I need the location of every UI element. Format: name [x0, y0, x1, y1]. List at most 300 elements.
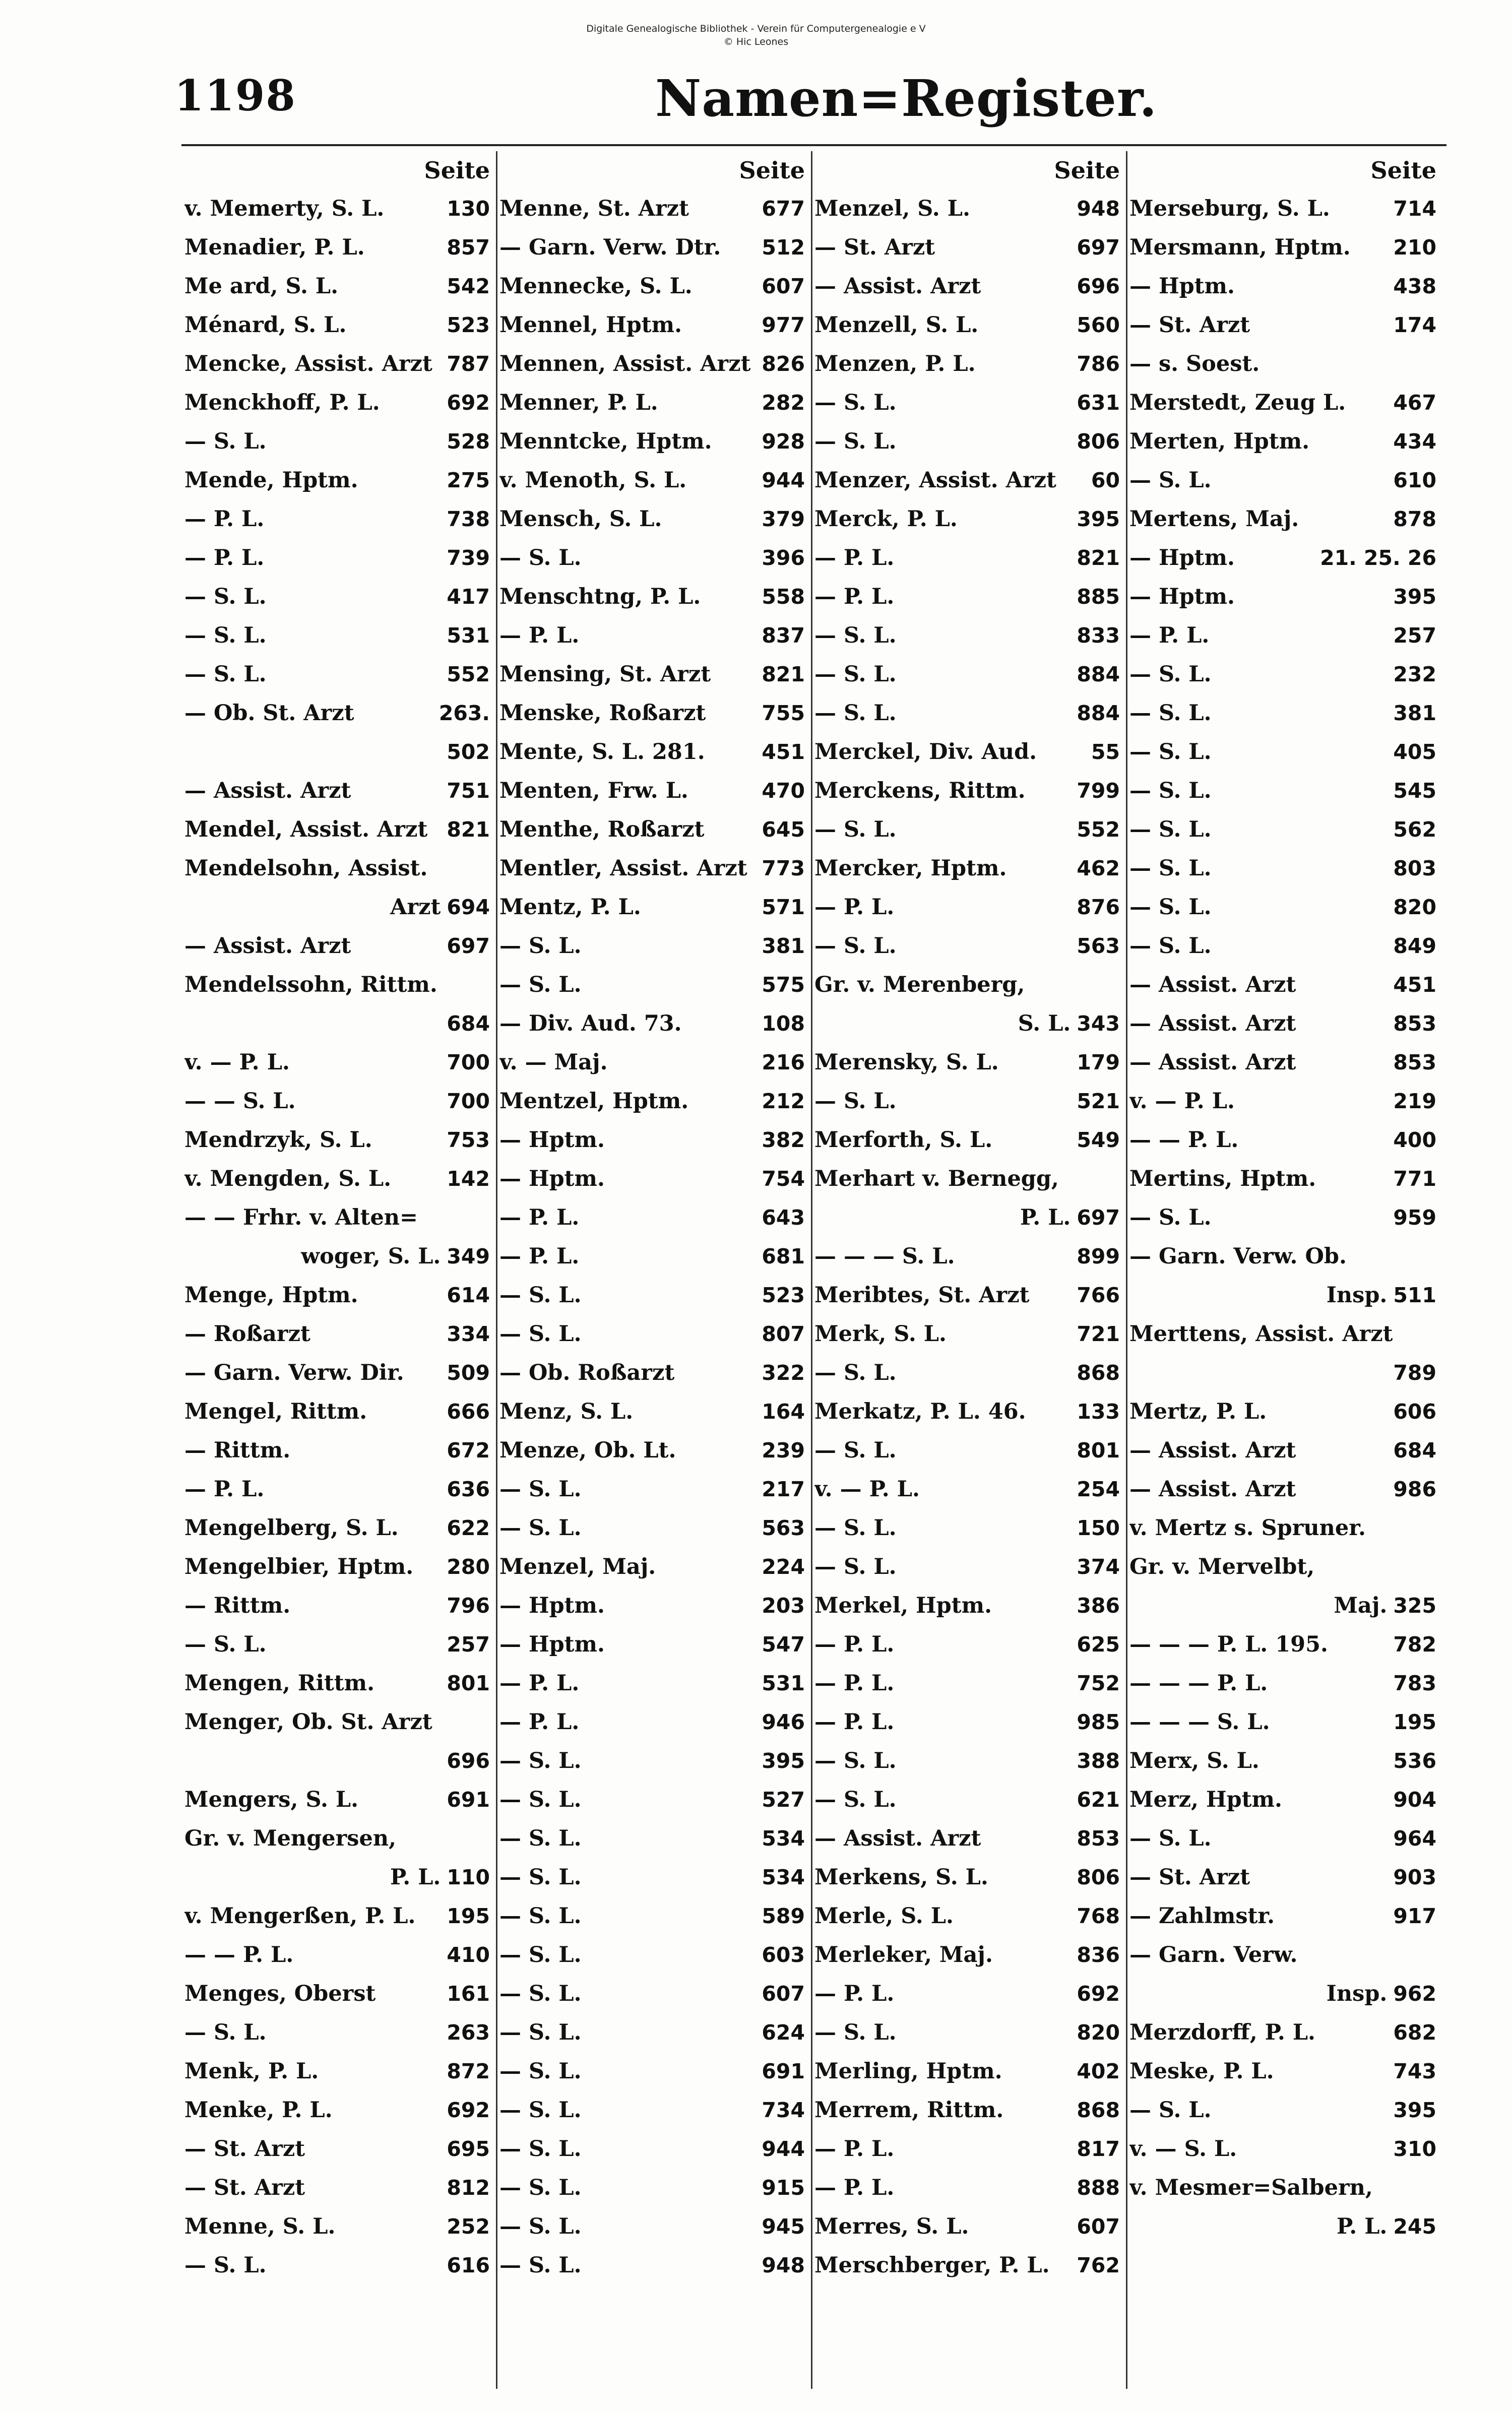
index-entry [1129, 2052, 1438, 2091]
index-entry [814, 888, 1122, 927]
index-entry [499, 1276, 807, 1315]
entry-name: — Hptm. [499, 1593, 605, 1618]
index-entry [1129, 500, 1438, 539]
entry-page: 438 [1393, 274, 1436, 298]
entry-page: 545 [1393, 779, 1436, 803]
entry-page: 616 [447, 2253, 490, 2277]
entry-page: 857 [447, 235, 490, 260]
entry-name: — S. L. [814, 1554, 897, 1579]
entry-name: Merttens, Assist. Arzt [1129, 1321, 1393, 1347]
entry-name: Menzel, Maj. [499, 1554, 656, 1579]
entry-page: 645 [762, 817, 805, 842]
entry-name: — S. L. [499, 1321, 582, 1347]
index-entry [814, 2169, 1122, 2207]
entry-name: Merling, Hptm. [814, 2059, 1002, 2084]
entry-page: 948 [762, 2253, 805, 2277]
entry-page: 562 [1393, 817, 1436, 842]
entry-page: 755 [762, 701, 805, 725]
index-entry [184, 345, 492, 384]
index-entry [814, 1043, 1122, 1082]
entry-page: 917 [1393, 1904, 1436, 1928]
entry-page: 624 [762, 2020, 805, 2045]
index-entry [814, 2091, 1122, 2130]
entry-name: — S. L. [1129, 1826, 1212, 1851]
index-entry [184, 733, 492, 772]
entry-page: 381 [762, 934, 805, 958]
entry-page: 245 [1393, 2214, 1436, 2239]
entry-page: 666 [447, 1400, 490, 1424]
entry-name: Mendelssohn, Rittm. [184, 972, 437, 997]
entry-page: 782 [1393, 1632, 1436, 1657]
index-entry [184, 2169, 492, 2207]
entry-name: — Assist. Arzt [184, 778, 351, 803]
index-column-1 [182, 151, 497, 2389]
entry-page: 606 [1393, 1400, 1436, 1424]
entry-page: 571 [762, 895, 805, 919]
index-entry [1129, 1742, 1438, 1781]
entry-page: 803 [1393, 856, 1436, 880]
index-entry [814, 2013, 1122, 2052]
entry-name: — S. L. [814, 390, 897, 415]
entry-page: 174 [1393, 313, 1436, 337]
index-entry [1129, 578, 1438, 616]
index-entry [1129, 888, 1438, 927]
entry-page: 752 [1077, 1671, 1120, 1695]
entry-name: Merzdorff, P. L. [1129, 2020, 1316, 2045]
entry-page: 820 [1393, 895, 1436, 919]
entry-name: — — Frhr. v. Alten= [184, 1205, 418, 1230]
entry-name: — S. L. [499, 1748, 582, 1773]
entry-name: v. — Maj. [499, 1050, 608, 1075]
entry-name: — S. L. [814, 662, 897, 687]
entry-page: 388 [1077, 1749, 1120, 1773]
entry-page: 395 [762, 1749, 805, 1773]
entry-name: Mercker, Hptm. [814, 856, 1007, 881]
entry-page: 853 [1393, 1011, 1436, 1036]
entry-name: v. — P. L. [814, 1477, 920, 1502]
index-entry [1129, 655, 1438, 694]
entry-page: 696 [1077, 274, 1120, 298]
entry-page: 563 [762, 1516, 805, 1540]
entry-name: Mende, Hptm. [184, 468, 358, 493]
index-entry [184, 461, 492, 500]
entry-page: 216 [762, 1050, 805, 1074]
entry-name: Menadier, P. L. [184, 235, 365, 260]
entry-page: 884 [1077, 662, 1120, 686]
entry-name: Mennen, Assist. Arzt [499, 351, 751, 376]
entry-name: P. L. [1020, 1205, 1071, 1230]
entry-name: Merz, Hptm. [1129, 1787, 1282, 1812]
entry-page: 799 [1077, 779, 1120, 803]
entry-page: 853 [1077, 1826, 1120, 1851]
index-entry [499, 500, 807, 539]
index-entry [184, 539, 492, 578]
entry-page: 603 [762, 1943, 805, 1967]
index-entry [184, 1160, 492, 1198]
entry-page: 888 [1077, 2176, 1120, 2200]
entry-name: — S. L. [499, 1865, 582, 1890]
entry-name: Mentler, Assist. Arzt [499, 856, 747, 881]
entry-name: — S. L. [814, 817, 897, 842]
entry-page: 946 [762, 1710, 805, 1734]
entry-name: Mengen, Rittm. [184, 1671, 375, 1696]
entry-page: 817 [1077, 2137, 1120, 2161]
entry-page: 944 [762, 2137, 805, 2161]
entry-page: 872 [447, 2059, 490, 2083]
entry-page: 884 [1077, 701, 1120, 725]
index-entry [814, 1625, 1122, 1664]
index-entry [814, 267, 1122, 306]
index-entry [184, 616, 492, 655]
index-entry [814, 1781, 1122, 1819]
entry-name: v. Mengerßen, P. L. [184, 1904, 416, 1929]
index-entry [184, 2246, 492, 2285]
entry-name: — Assist. Arzt [184, 933, 351, 959]
entry-page: 700 [447, 1050, 490, 1074]
header-rule [181, 144, 1446, 146]
entry-name: — St. Arzt [184, 2175, 305, 2200]
entry-page: 915 [762, 2176, 805, 2200]
entry-name: Mendel, Assist. Arzt [184, 817, 428, 842]
entry-name: — Rittm. [184, 1593, 291, 1618]
index-entry [499, 1548, 807, 1587]
entry-page: 534 [762, 1865, 805, 1889]
entry-name: — P. L. [814, 1709, 895, 1735]
index-entry [499, 2169, 807, 2207]
entry-name: — S. L. [499, 1477, 582, 1502]
entry-name: — S. L. [1129, 895, 1212, 920]
index-entry [499, 1625, 807, 1664]
entry-page: 695 [447, 2137, 490, 2161]
entry-name: Menze, Ob. Lt. [499, 1438, 676, 1463]
index-entry [499, 888, 807, 927]
entry-page: 462 [1077, 856, 1120, 880]
index-entry [499, 694, 807, 733]
entry-name: Mencke, Assist. Arzt [184, 351, 432, 376]
index-entry [499, 1819, 807, 1858]
entry-page: 692 [1077, 1982, 1120, 2006]
index-entry [1129, 306, 1438, 345]
entry-page: 549 [1077, 1128, 1120, 1152]
index-entry [1129, 1664, 1438, 1703]
index-entry [1129, 616, 1438, 655]
entry-page: 868 [1077, 1361, 1120, 1385]
entry-name: Merck, P. L. [814, 506, 958, 532]
entry-name: — — P. L. [184, 1942, 294, 1968]
entry-name: — P. L. [814, 1671, 895, 1696]
index-entry [499, 2052, 807, 2091]
entry-page: 903 [1393, 1865, 1436, 1889]
entry-name: — S. L. [814, 701, 897, 726]
index-entry [184, 500, 492, 539]
index-entry [814, 2052, 1122, 2091]
entry-page: 254 [1077, 1477, 1120, 1501]
entry-name: Merensky, S. L. [814, 1050, 999, 1075]
entry-name: — — P. L. [1129, 1127, 1239, 1153]
index-entry [814, 1819, 1122, 1858]
index-entry [499, 810, 807, 849]
entry-name: — S. L. [814, 429, 897, 454]
entry-name: — S. L. [1129, 778, 1212, 803]
index-entry [499, 1781, 807, 1819]
entry-name: — Assist. Arzt [1129, 972, 1296, 997]
entry-name: — P. L. [814, 1632, 895, 1657]
index-entry [499, 1936, 807, 1975]
entry-page: 945 [762, 2214, 805, 2239]
index-entry [814, 1198, 1122, 1237]
entry-page: 512 [762, 235, 805, 260]
index-entry [1129, 1354, 1438, 1392]
index-entry [1129, 927, 1438, 966]
index-entry [814, 1509, 1122, 1548]
index-entry [814, 1354, 1122, 1392]
entry-name: Menge, Hptm. [184, 1283, 358, 1308]
entry-page: 528 [447, 429, 490, 454]
index-entry [184, 2207, 492, 2246]
entry-page: 962 [1393, 1982, 1436, 2006]
index-entry [184, 1276, 492, 1315]
index-entry [814, 461, 1122, 500]
index-entry [814, 384, 1122, 422]
entry-name: — S. L. [1129, 2098, 1212, 2123]
entry-page: 108 [762, 1011, 805, 1036]
index-entry [814, 2207, 1122, 2246]
index-entry [814, 1392, 1122, 1431]
index-entry [1129, 2207, 1438, 2246]
index-entry [184, 2130, 492, 2169]
entry-name: — S. L. [499, 1826, 582, 1851]
index-entry [499, 422, 807, 461]
entry-page: 682 [1393, 2020, 1436, 2045]
index-entry [499, 1354, 807, 1392]
entry-page: 801 [1077, 1438, 1120, 1463]
index-entry [814, 1742, 1122, 1781]
index-entry [499, 1315, 807, 1354]
entry-page: 833 [1077, 623, 1120, 648]
index-entry [814, 2130, 1122, 2169]
entry-name: — P. L. [499, 1244, 580, 1269]
index-entry [814, 1936, 1122, 1975]
entry-page: 210 [1393, 235, 1436, 260]
index-entry [814, 1082, 1122, 1121]
index-entry [184, 2013, 492, 2052]
index-entry [814, 810, 1122, 849]
entry-page: 622 [447, 1516, 490, 1540]
entry-name: S. L. [1018, 1011, 1071, 1036]
index-entry [814, 849, 1122, 888]
entry-name: Merres, S. L. [814, 2214, 969, 2239]
index-entry [499, 578, 807, 616]
entry-page: 142 [447, 1167, 490, 1191]
index-entry [499, 1082, 807, 1121]
entry-page: 382 [762, 1128, 805, 1152]
index-entry [184, 1819, 492, 1858]
entry-name: v. Mertz s. Spruner. [1129, 1515, 1366, 1541]
index-entry [499, 927, 807, 966]
entry-name: — P. L. [499, 1709, 580, 1735]
entry-name: Merle, S. L. [814, 1904, 954, 1929]
entry-name: — S. L. [184, 662, 267, 687]
entry-name: — P. L. [814, 2175, 895, 2200]
entry-name: — S. L. [814, 1748, 897, 1773]
entry-page: 547 [762, 1632, 805, 1657]
index-entry [814, 189, 1122, 228]
watermark [0, 22, 1512, 48]
index-entry [184, 189, 492, 228]
entry-page: 257 [1393, 623, 1436, 648]
entry-page: 21. 25. 26 [1320, 546, 1436, 570]
index-entry [499, 1703, 807, 1742]
entry-name: Meribtes, St. Arzt [814, 1283, 1030, 1308]
entry-name: Menges, Oberst [184, 1981, 376, 2006]
entry-name: Menzen, P. L. [814, 351, 976, 376]
index-entry [814, 2246, 1122, 2285]
entry-name: — S. L. [184, 1632, 267, 1657]
entry-name: Merk, S. L. [814, 1321, 947, 1347]
entry-page: 402 [1077, 2059, 1120, 2083]
entry-name: — S. L. [814, 933, 897, 959]
index-entry [499, 228, 807, 267]
index-entry [814, 1315, 1122, 1354]
index-entry [814, 1121, 1122, 1160]
index-entry [1129, 1897, 1438, 1936]
entry-name: — P. L. [814, 2136, 895, 2162]
index-entry [1129, 2091, 1438, 2130]
index-entry [184, 384, 492, 422]
entry-name: — S. L. [184, 429, 267, 454]
entry-page: 523 [447, 313, 490, 337]
index-entry [499, 966, 807, 1004]
column-heading: Seite [1054, 157, 1120, 184]
entry-name: — Hptm. [1129, 584, 1235, 609]
entry-name: — S. L. [814, 1787, 897, 1812]
entry-page: 899 [1077, 1244, 1120, 1268]
entry-name: Mennel, Hptm. [499, 312, 682, 338]
index-entry [1129, 849, 1438, 888]
entry-page: 853 [1393, 1050, 1436, 1074]
entry-page: 195 [447, 1904, 490, 1928]
index-entry [1129, 1121, 1438, 1160]
entry-page: 239 [762, 1438, 805, 1463]
entry-page: 282 [762, 391, 805, 415]
entry-page: 395 [1077, 507, 1120, 531]
index-entry [814, 345, 1122, 384]
entry-page: 697 [1077, 1206, 1120, 1230]
entry-name: Merckens, Rittm. [814, 778, 1026, 803]
entry-page: 410 [447, 1943, 490, 1967]
index-entry [1129, 2169, 1438, 2207]
entry-name: P. L. [1337, 2214, 1388, 2239]
index-entry [814, 1548, 1122, 1587]
index-entry [184, 1936, 492, 1975]
entry-name: Merrem, Rittm. [814, 2098, 1004, 2123]
index-entry [1129, 1975, 1438, 2013]
entry-name: — Garn. Verw. [1129, 1942, 1298, 1968]
entry-name: — Garn. Verw. Dtr. [499, 235, 721, 260]
entry-page: 721 [1077, 1322, 1120, 1346]
entry-name: Insp. [1326, 1283, 1388, 1308]
index-entry [1129, 1276, 1438, 1315]
index-entry [499, 655, 807, 694]
index-entry [1129, 966, 1438, 1004]
entry-page: 511 [1393, 1283, 1436, 1307]
entry-page: 806 [1077, 1865, 1120, 1889]
entry-name: Mentzel, Hptm. [499, 1089, 689, 1114]
entry-page: 349 [447, 1244, 490, 1268]
entry-name: Me ard, S. L. [184, 274, 339, 299]
entry-page: 534 [762, 1826, 805, 1851]
entry-name: — P. L. [1129, 623, 1210, 648]
entry-name: — P. L. [184, 545, 265, 570]
index-entry [1129, 1392, 1438, 1431]
entry-page: 334 [447, 1322, 490, 1346]
entry-name: Mendrzyk, S. L. [184, 1127, 372, 1153]
entry-name: Arzt [390, 895, 441, 920]
index-entry [814, 1975, 1122, 2013]
entry-page: 531 [447, 623, 490, 648]
entry-page: 322 [762, 1361, 805, 1385]
index-entry [814, 1237, 1122, 1276]
entry-page: 558 [762, 585, 805, 609]
entry-page: 400 [1393, 1128, 1436, 1152]
entry-page: 868 [1077, 2098, 1120, 2122]
entry-page: 607 [1077, 2214, 1120, 2239]
entry-page: 179 [1077, 1050, 1120, 1074]
entry-page: 589 [762, 1904, 805, 1928]
entry-name: Menz, S. L. [499, 1399, 634, 1424]
entry-page: 821 [447, 817, 490, 842]
index-entry [184, 1354, 492, 1392]
entry-name: — S. L. [499, 1981, 582, 2006]
entry-page: 762 [1077, 2253, 1120, 2277]
index-entry [814, 655, 1122, 694]
entry-name: Mensing, St. Arzt [499, 662, 711, 687]
entry-page: 692 [447, 391, 490, 415]
entry-name: Menten, Frw. L. [499, 778, 688, 803]
entry-name: Menckhoff, P. L. [184, 390, 380, 415]
entry-page: 110 [447, 1865, 490, 1889]
entry-page: 985 [1077, 1710, 1120, 1734]
entry-page: 684 [447, 1011, 490, 1036]
index-entry [499, 539, 807, 578]
entry-page: 796 [447, 1594, 490, 1618]
entry-page: 959 [1393, 1206, 1436, 1230]
entry-page: 386 [1077, 1594, 1120, 1618]
index-entry [499, 189, 807, 228]
entry-page: 964 [1393, 1826, 1436, 1851]
index-entry [814, 539, 1122, 578]
entry-name: — S. L. [814, 623, 897, 648]
entry-name: — P. L. [499, 623, 580, 648]
index-entry [499, 384, 807, 422]
index-entry [184, 1858, 492, 1897]
entry-name: — S. L. [1129, 856, 1212, 881]
entry-name: Gr. v. Mervelbt, [1129, 1554, 1315, 1579]
entry-page: 766 [1077, 1283, 1120, 1307]
index-entry [1129, 2013, 1438, 2052]
entry-name: — Assist. Arzt [1129, 1438, 1296, 1463]
entry-name: Mengelbier, Hptm. [184, 1554, 414, 1579]
entry-name: Menthe, Roßarzt [499, 817, 705, 842]
index-entry [1129, 1703, 1438, 1742]
entry-name: — S. L. [1129, 739, 1212, 765]
entry-page: 786 [1077, 352, 1120, 376]
index-entry [1129, 1198, 1438, 1237]
entry-page: 821 [762, 662, 805, 686]
entry-page: 343 [1077, 1011, 1120, 1036]
entry-name: — — S. L. [184, 1089, 296, 1114]
entry-name: Merstedt, Zeug L. [1129, 390, 1346, 415]
